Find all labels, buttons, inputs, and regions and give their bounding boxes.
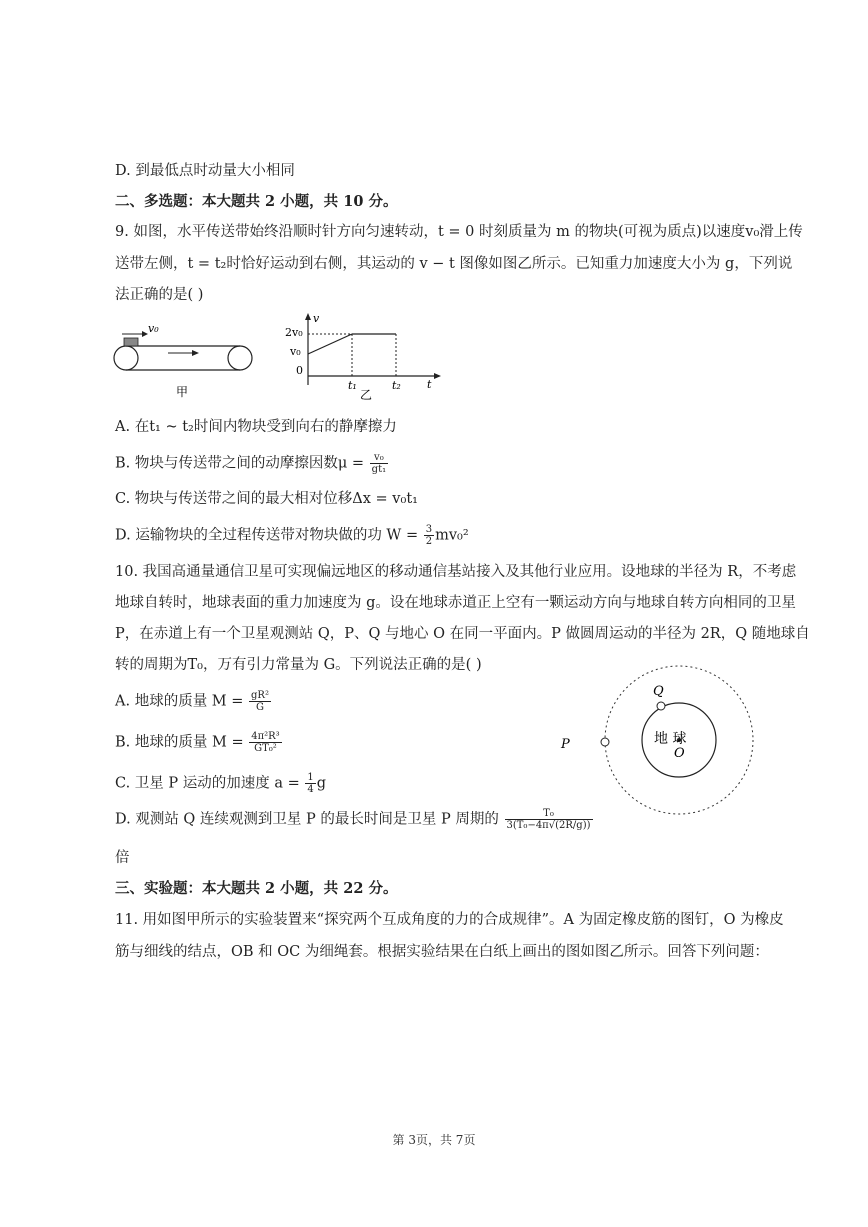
q10-stem-line3: P，在赤道上有一个卫星观测站 Q，P、Q 与地心 O 在同一平面内。P 做圆周运动的半径为 2R，Q 随地球自 xyxy=(115,626,810,642)
q10-option-a-text: A. 地球的质量 M = xyxy=(115,693,244,710)
q10-stem-line4: 转的周期为T₀，万有引力常量为 G。下列说法正确的是( ) xyxy=(115,657,482,673)
q8-option-d: D. 到最低点时动量大小相同 xyxy=(115,163,295,179)
q9-stem-line3: 法正确的是( ) xyxy=(115,287,204,303)
fraction-numerator: gR² xyxy=(251,690,269,701)
q10-option-a-fraction xyxy=(249,690,271,713)
x-axis-arrow-icon xyxy=(434,373,441,379)
q9-stem-line1: 9. 如图，水平传送带始终沿顺时针方向匀速转动，t = 0 时刻质量为 m 的物块(可视为质点)以速度v₀滑上传 xyxy=(115,224,803,240)
conveyor-belt-figure xyxy=(110,318,260,403)
fraction-numerator: T₀ xyxy=(505,808,593,820)
fraction-numerator: 1 xyxy=(307,772,314,783)
q10-option-c-text: C. 卫星 P 运动的加速度 a = xyxy=(115,775,300,792)
q11-stem-line1: 11. 用如图甲所示的实验装置来“探究两个互成角度的力的合成规律”。A 为固定橡皮筋的图钉，O 为橡皮 xyxy=(115,912,784,928)
q10-option-d-text: D. 观测站 Q 连续观测到卫星 P 的最长时间是卫星 P 周期的 xyxy=(115,811,499,828)
q9-option-b xyxy=(115,452,389,475)
station-q-marker xyxy=(657,702,665,710)
q9-option-d-tail: mv₀² xyxy=(435,527,469,544)
q11-stem-line2: 筋与细线的结点，OB 和 OC 为细绳套。根据实验结果在白纸上画出的图如图乙所示。回答下列问题： xyxy=(115,944,769,960)
y-tick-0: 0 xyxy=(296,364,303,377)
fraction-denominator: 4 xyxy=(307,784,314,795)
orbit-figure xyxy=(558,660,763,820)
y-tick-v0: v₀ xyxy=(290,345,301,358)
q9-option-c: C. 物块与传送带之间的最大相对位移Δx = v₀t₁ xyxy=(115,491,418,507)
q10-option-b xyxy=(115,731,283,754)
q10-stem-line1: 10. 我国高通量通信卫星可实现偏远地区的移动通信基站接入及其他行业应用。设地球的半径为 R，不考虑 xyxy=(115,564,797,580)
q9-stem-line2: 送带左侧，t = t₂时恰好运动到右侧，其运动的 v − t 图像如图乙所示。已知重力加速度大小为 g，下列说 xyxy=(115,256,793,272)
q10-option-b-fraction xyxy=(249,731,281,754)
q10-stem-line2: 地球自转时，地球表面的重力加速度为 g。设在地球赤道正上空有一颗运动方向与地球自转方向相同的卫星 xyxy=(115,595,796,611)
block-shape xyxy=(124,338,138,346)
q10-option-c xyxy=(115,772,326,795)
label-q: Q xyxy=(653,684,664,699)
label-p: P xyxy=(561,737,570,752)
q9-option-d xyxy=(115,524,469,547)
section3-heading: 三、实验题：本大题共 2 小题，共 22 分。 xyxy=(115,880,398,897)
fig-jia-label: 甲 xyxy=(176,385,189,399)
satellite-p-marker xyxy=(601,738,609,746)
fraction-numerator: 4π²R³ xyxy=(251,731,280,742)
v0-label: v₀ xyxy=(148,322,159,335)
x-axis-label: t xyxy=(427,378,432,391)
q10-option-a xyxy=(115,690,272,713)
q9-option-d-fraction xyxy=(424,524,434,547)
q9-option-b-text: B. 物块与传送带之间的动摩擦因数μ = xyxy=(115,455,365,472)
fig-yi-label: 乙 xyxy=(360,388,373,402)
q10-option-d xyxy=(115,808,594,831)
y-tick-2v0: 2v₀ xyxy=(285,326,303,339)
x-tick-t2: t₂ xyxy=(392,379,401,392)
q9-option-d-text: D. 运输物块的全过程传送带对物块做的功 W = xyxy=(115,527,419,544)
fraction-denominator: 2 xyxy=(425,536,433,547)
label-earth: 地 球 xyxy=(654,731,687,747)
q9-option-a: A. 在t₁ ~ t₂时间内物块受到向右的静摩擦力 xyxy=(115,419,397,435)
accel-line xyxy=(308,334,352,354)
y-axis-label: v xyxy=(313,312,320,325)
q10-option-d-tail: 倍 xyxy=(115,850,130,866)
page-footer: 第 3页，共 7页 xyxy=(392,1133,476,1147)
q10-option-c-tail: g xyxy=(316,775,327,792)
fraction-denominator: GT₀² xyxy=(254,743,277,754)
y-axis-arrow-icon xyxy=(305,313,311,320)
label-o: O xyxy=(674,746,685,761)
fraction-denominator: gt₁ xyxy=(371,464,387,475)
belt-direction-arrow-icon xyxy=(192,350,199,356)
fraction-numerator: v₀ xyxy=(370,452,388,464)
vt-graph-figure xyxy=(280,310,445,405)
q10-option-b-text: B. 地球的质量 M = xyxy=(115,734,244,751)
fraction-numerator: 3 xyxy=(425,524,433,535)
fraction-denominator: 3(T₀−4π√(2R/g)) xyxy=(506,820,591,831)
x-tick-t1: t₁ xyxy=(348,379,357,392)
q9-option-b-fraction xyxy=(370,452,388,475)
fraction-denominator: G xyxy=(255,702,264,713)
q10-option-c-fraction xyxy=(305,772,315,795)
section2-heading: 二、多选题：本大题共 2 小题，共 10 分。 xyxy=(115,193,398,210)
